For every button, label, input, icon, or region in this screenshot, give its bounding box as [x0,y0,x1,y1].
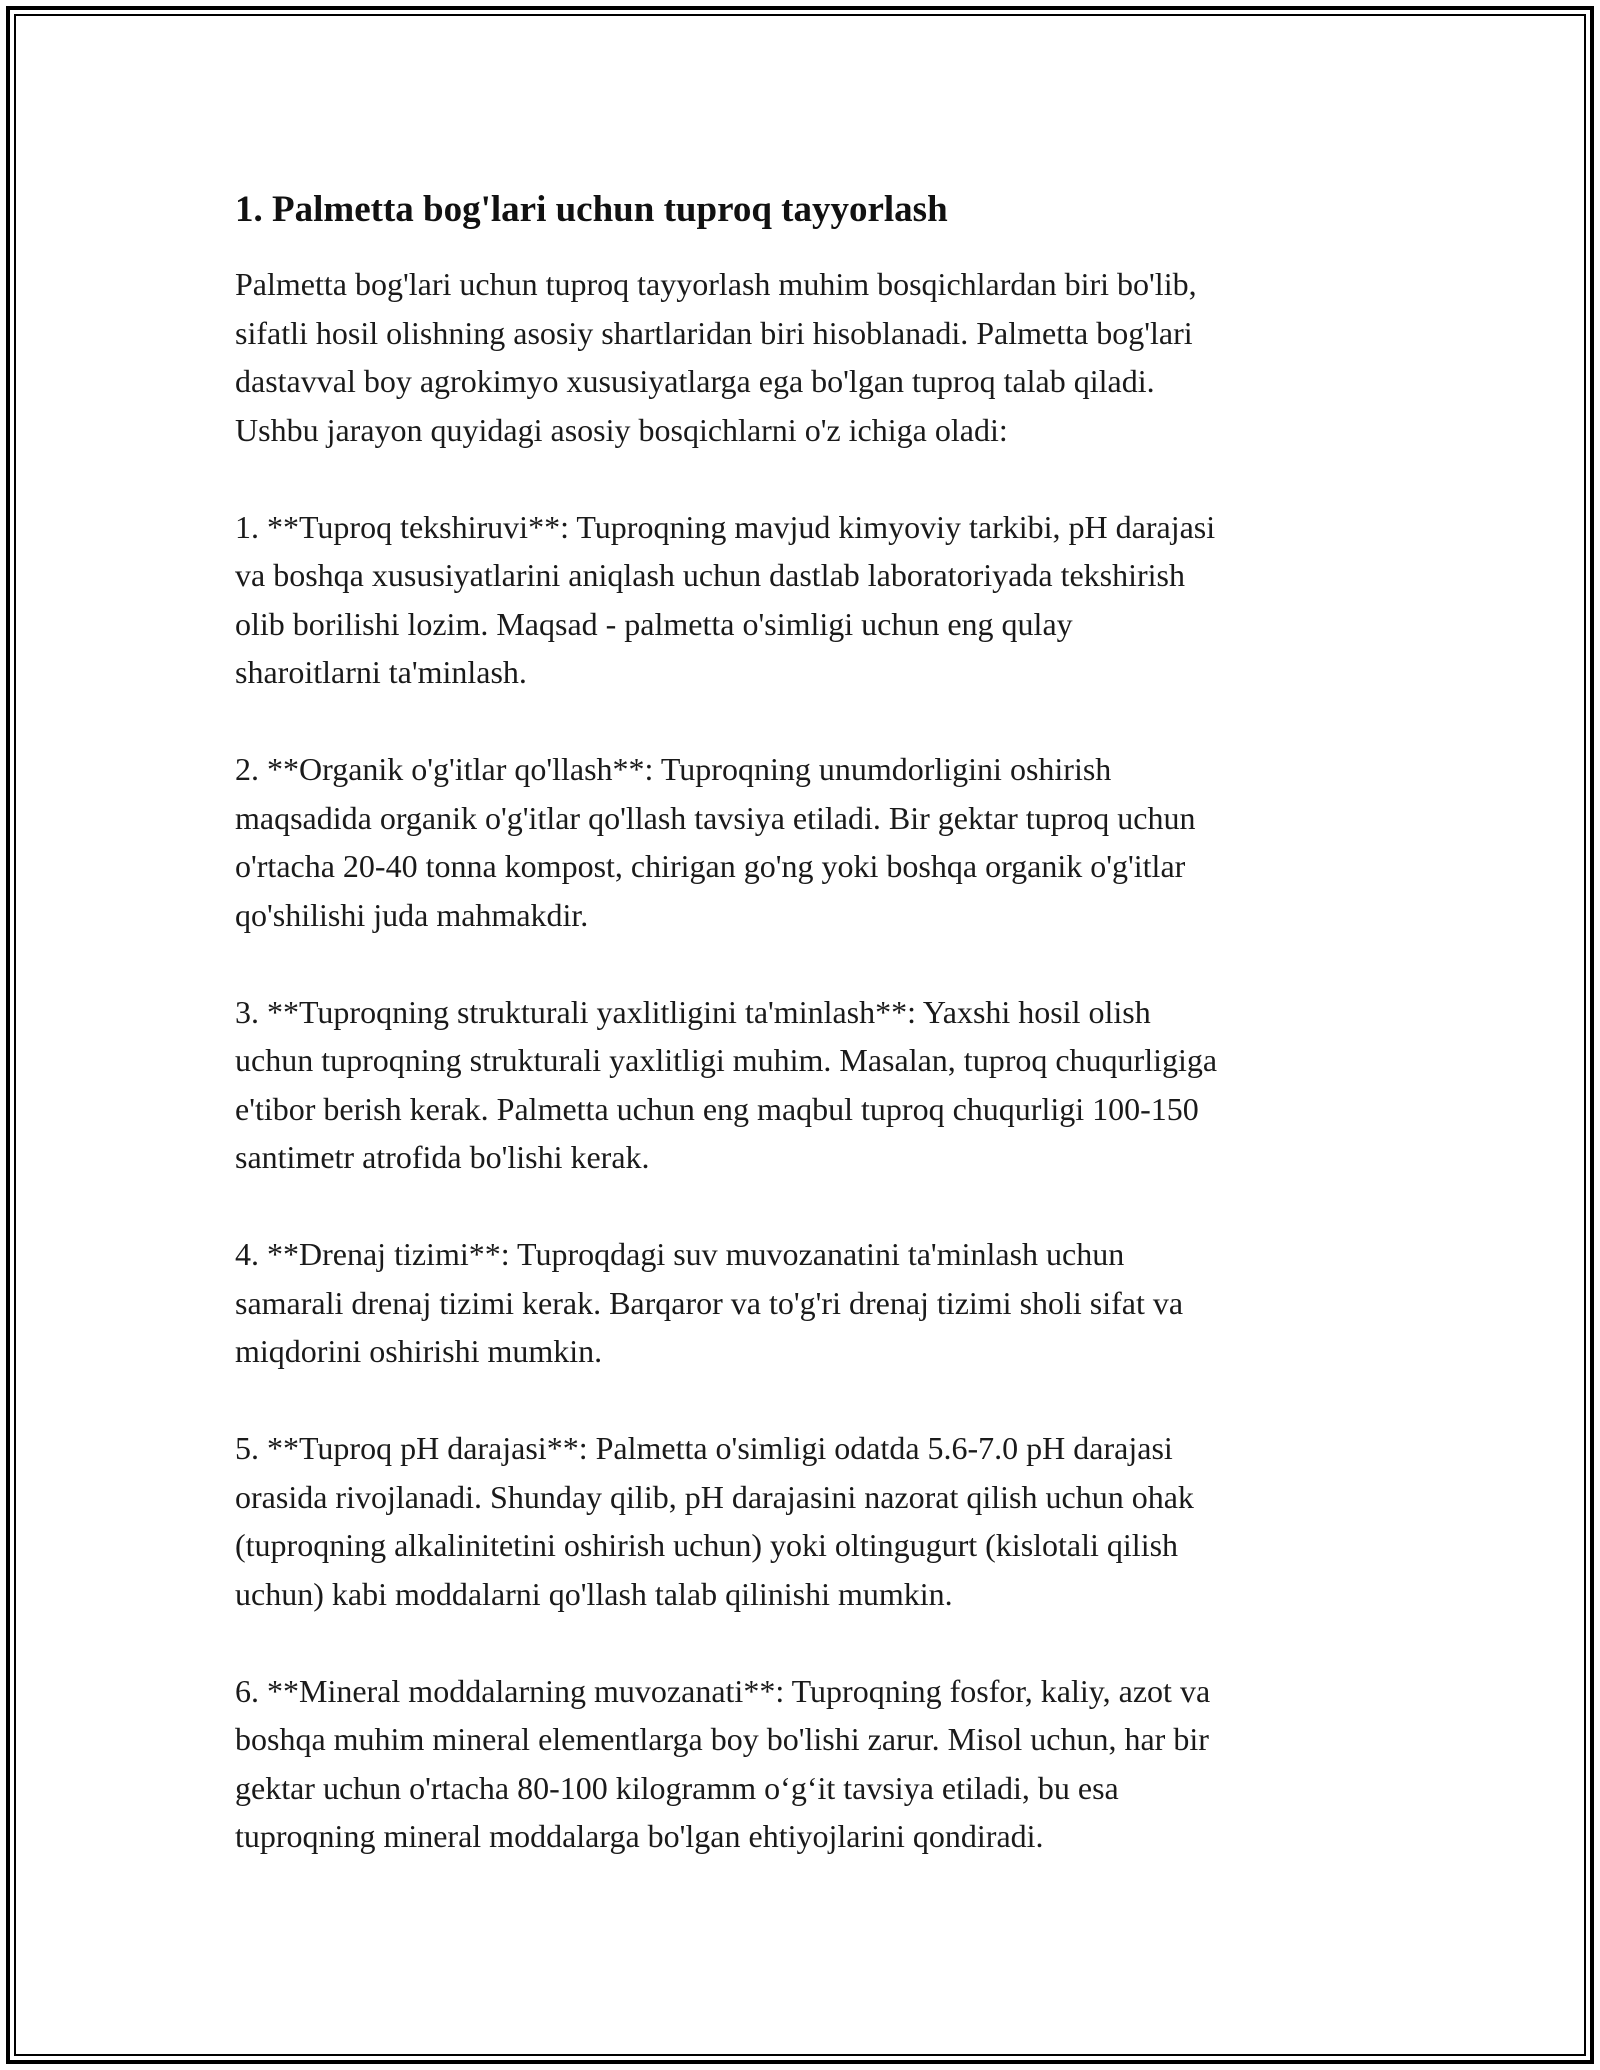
list-item-soil-structure: 3. **Tuproqning strukturali yaxlitligini ta'minlash**: Yaxshi hosil olish uchun tuproqning strukturali yaxlitligi muhim. Masalan, tuproq chuqurligiga e'tibor berish kerak. Palmetta uchun eng maqbul tuproq chuqurligi 100-150 santimetr atrofida bo'lishi kerak. [235,993,1218,1175]
list-item-organic-fertilizer: 2. **Organik o'g'itlar qo'llash**: Tuproqning unumdorligini oshirish maqsadida organik o'g'itlar qo'llash tavsiya etiladi. Bir gektar tuproq uchun o'rtacha 20-40 tonna kompost, chirigan go'ng yoki boshqa organik o'g'itlar qo'shilishi juda mahmakdir. [235,751,1196,933]
list-item-drainage: 4. **Drenaj tizimi**: Tuproqdagi suv muvozanatini ta'minlash uchun samarali drenaj tizimi kerak. Barqaror va to'g'ri drenaj tizimi sholi sifat va miqdorini oshirishi mumkin. [235,1236,1184,1369]
list-item-mineral-balance: 6. **Mineral moddalarning muvozanati**: Tuproqning fosfor, kaliy, azot va boshqa muhim mineral elementlarga boy bo'lishi zarur. Misol uchun, har bir gektar uchun o'rtacha 80-100 kilogramm o‘g‘it tavsiya etiladi, bu esa tuproqning mineral moddalarga bo'lgan ehtiyojlarini qondiradi. [235,1672,1211,1854]
intro-paragraph: Palmetta bog'lari uchun tuproq tayyorlash muhim bosqichlardan biri bo'lib, sifatli hosil olishning asosiy shartlaridan biri hisoblanadi. Palmetta bog'lari dastavval boy agrokimyo xususiyatlarga ega bo'lgan tuproq talab qiladi. Ushbu jarayon quyidagi asosiy bosqichlarni o'z ichiga oladi: [235,266,1197,448]
list-item-soil-test: 1. **Tuproq tekshiruvi**: Tuproqning mavjud kimyoviy tarkibi, pH darajasi va boshqa xususiyatlarini aniqlash uchun dastlab laboratoriyada tekshirish olib borilishi lozim. Maqsad - palmetta o'simligi uchun eng qulay sharoitlarni ta'minlash. [235,508,1216,690]
list-item-soil-ph: 5. **Tuproq pH darajasi**: Palmetta o'simligi odatda 5.6-7.0 pH darajasi orasida rivojlanadi. Shunday qilib, pH darajasini nazorat qilish uchun ohak (tuproqning alkalinitetini oshirish uchun) yoki oltingugurt (kislotali qilish uchun) kabi moddalarni qo'llash talab qilinishi mumkin. [235,1430,1194,1612]
document-body [235,186,1395,1909]
section-heading: 1. Palmetta bog'lari uchun tuproq tayyorlash [235,189,948,230]
